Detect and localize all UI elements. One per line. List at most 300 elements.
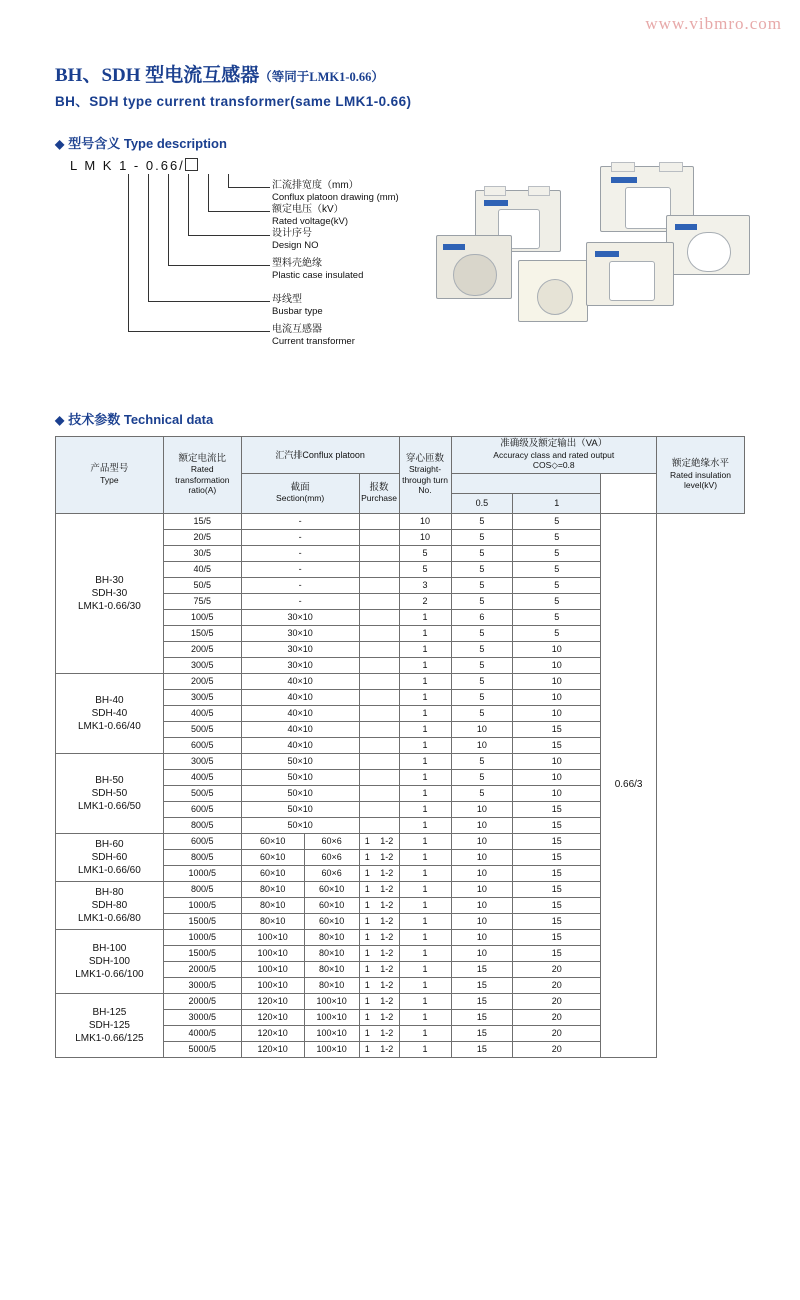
header-section: [241, 473, 359, 513]
table-cell-turns: 1: [399, 1025, 451, 1041]
table-cell-ratio: 300/5: [163, 689, 241, 705]
table-cell-section: 60×10: [241, 849, 304, 865]
table-cell-accuracy-1: 15: [513, 913, 601, 929]
table-cell-accuracy-1: 10: [513, 673, 601, 689]
table-cell-turns: 1: [399, 993, 451, 1009]
leader-vertical-6: [128, 174, 129, 332]
table-cell-turns: 1: [399, 913, 451, 929]
header-accuracy-spacer: [451, 473, 601, 493]
table-cell-accuracy-1: 20: [513, 1025, 601, 1041]
table-cell-section-alt: 80×10: [304, 977, 359, 993]
table-cell-purchase: 1 1-2: [359, 929, 399, 945]
header-insulation-zh: 额定絶缘水平: [672, 458, 730, 469]
table-cell-purchase: [359, 561, 399, 577]
table-cell-accuracy-05: 5: [451, 785, 513, 801]
table-cell-accuracy-05: 15: [451, 1025, 513, 1041]
leader-vertical-4: [168, 174, 169, 266]
table-cell-ratio: 50/5: [163, 577, 241, 593]
transformer-unit-6: [586, 242, 674, 306]
type-label-4-zh: 母线型: [272, 294, 302, 305]
table-cell-purchase: [359, 641, 399, 657]
table-cell-accuracy-05: 15: [451, 961, 513, 977]
table-cell-ratio: 200/5: [163, 673, 241, 689]
table-cell-turns: 10: [399, 529, 451, 545]
table-cell-type-line: SDH-50: [91, 787, 128, 799]
transformer-unit-2-terminal-2: [528, 186, 550, 196]
table-cell-section: 120×10: [241, 1025, 304, 1041]
table-cell-ratio: 500/5: [163, 785, 241, 801]
table-cell-accuracy-1: 15: [513, 721, 601, 737]
type-label-0-en: Conflux platoon drawing (mm): [272, 191, 399, 203]
table-cell-accuracy-05: 5: [451, 545, 513, 561]
type-label-5-zh: 电流互感器: [272, 324, 322, 335]
type-label-5-en: Current transformer: [272, 335, 355, 347]
transformer-unit-5: [518, 260, 588, 322]
transformer-unit-2-terminal: [484, 186, 506, 196]
table-cell-type-line: BH-40: [95, 694, 124, 706]
header-purchase-en: Purchase: [361, 493, 398, 503]
table-body: [56, 513, 745, 1057]
table-cell-accuracy-05: 10: [451, 945, 513, 961]
table-cell-ratio: 30/5: [163, 545, 241, 561]
table-cell-section: 100×10: [241, 945, 304, 961]
table-cell-accuracy-05: 10: [451, 865, 513, 881]
table-cell-accuracy-1: 20: [513, 1041, 601, 1057]
table-cell-accuracy-1: 10: [513, 657, 601, 673]
transformer-unit-1-terminal-2: [659, 162, 683, 172]
table-cell-ratio: 500/5: [163, 721, 241, 737]
product-photo: [430, 160, 760, 370]
table-cell-ratio: 3000/5: [163, 977, 241, 993]
table-cell-section: -: [241, 545, 359, 561]
table-cell-section-alt: 100×10: [304, 1009, 359, 1025]
table-cell-accuracy-1: 10: [513, 641, 601, 657]
table-cell-section: 30×10: [241, 609, 359, 625]
header-accuracy-cos: COS◇=0.8: [532, 460, 575, 470]
table-cell-section: 40×10: [241, 689, 359, 705]
table-cell-ratio: 100/5: [163, 609, 241, 625]
table-cell-section: 100×10: [241, 961, 304, 977]
diamond-icon-2: ◆: [55, 413, 65, 427]
type-label-2-en: Design NO: [272, 239, 319, 251]
type-label-3: [272, 258, 363, 281]
table-cell-turns: 1: [399, 625, 451, 641]
header-conflux-zh: 汇汽排: [275, 449, 303, 460]
table-cell-purchase: 1 1-2: [359, 881, 399, 897]
table-cell-accuracy-1: 10: [513, 705, 601, 721]
table-cell-ratio: 2000/5: [163, 961, 241, 977]
table-cell-ratio: 3000/5: [163, 1009, 241, 1025]
table-cell-accuracy-05: 5: [451, 705, 513, 721]
table-cell-section: -: [241, 529, 359, 545]
table-cell-ratio: 1500/5: [163, 945, 241, 961]
table-cell-accuracy-05: 15: [451, 1009, 513, 1025]
type-label-1: [272, 204, 348, 227]
table-cell-type: [56, 993, 164, 1057]
table-cell-type-line: LMK1-0.66/40: [77, 720, 141, 732]
leader-vertical-5: [148, 174, 149, 302]
table-cell-accuracy-1: 10: [513, 769, 601, 785]
table-cell-type-line: BH-125: [92, 1006, 127, 1018]
transformer-unit-3-window: [687, 232, 731, 272]
table-cell-purchase: [359, 529, 399, 545]
table-cell-purchase: 1 1-2: [359, 1041, 399, 1057]
table-cell-accuracy-05: 15: [451, 977, 513, 993]
table-cell-accuracy-05: 10: [451, 849, 513, 865]
leader-horizontal-4: [168, 265, 270, 266]
header-ratio: [163, 437, 241, 514]
table-cell-ratio: 20/5: [163, 529, 241, 545]
table-cell-section-alt: 100×10: [304, 1025, 359, 1041]
table-cell-section-alt: 60×10: [304, 913, 359, 929]
type-label-4-en: Busbar type: [272, 305, 323, 317]
table-cell-accuracy-05: 5: [451, 657, 513, 673]
table-cell-turns: 1: [399, 961, 451, 977]
header-type-en: Type: [100, 474, 119, 485]
table-cell-accuracy-05: 5: [451, 529, 513, 545]
transformer-unit-1-label: [611, 177, 637, 183]
table-cell-purchase: [359, 801, 399, 817]
table-cell-purchase: [359, 513, 399, 529]
table-cell-accuracy-1: 20: [513, 961, 601, 977]
table-cell-turns: 1: [399, 833, 451, 849]
table-cell-section: -: [241, 593, 359, 609]
leader-vertical-3: [188, 174, 189, 236]
table-cell-purchase: [359, 593, 399, 609]
table-cell-turns: 1: [399, 801, 451, 817]
table-cell-accuracy-1: 5: [513, 577, 601, 593]
table-cell-accuracy-05: 5: [451, 769, 513, 785]
table-cell-turns: 1: [399, 849, 451, 865]
table-cell-accuracy-05: 5: [451, 753, 513, 769]
table-cell-ratio: 1000/5: [163, 865, 241, 881]
table-cell-type: [56, 881, 164, 929]
section-heading-type-description: [55, 133, 227, 152]
section-heading-type-description-label: 型号含义 Type description: [68, 136, 227, 151]
table-cell-ratio: 40/5: [163, 561, 241, 577]
page-title-zh: [55, 60, 384, 87]
table-cell-accuracy-05: 10: [451, 801, 513, 817]
table-cell-section-alt: 60×6: [304, 833, 359, 849]
transformer-unit-4-window: [453, 254, 497, 296]
table-cell-ratio: 300/5: [163, 657, 241, 673]
header-ratio-zh: 额定电流比: [178, 452, 227, 464]
table-cell-accuracy-1: 5: [513, 593, 601, 609]
table-cell-section: 30×10: [241, 657, 359, 673]
transformer-unit-4: [436, 235, 512, 299]
table-cell-section-alt: 60×6: [304, 865, 359, 881]
table-cell-section: 120×10: [241, 993, 304, 1009]
table-cell-accuracy-05: 5: [451, 625, 513, 641]
table-cell-accuracy-1: 15: [513, 833, 601, 849]
header-turns-en: Straight-through turn No.: [402, 464, 448, 496]
table-cell-accuracy-1: 20: [513, 993, 601, 1009]
table-cell-section: 40×10: [241, 737, 359, 753]
leader-horizontal-1: [228, 187, 270, 188]
header-insulation-en: Rated insulation level(kV): [670, 469, 732, 490]
table-cell-type-line: LMK1-0.66/100: [75, 968, 144, 980]
table-cell-purchase: [359, 577, 399, 593]
table-cell-turns: 1: [399, 1041, 451, 1057]
header-accuracy-en: Accuracy class and rated output: [493, 449, 615, 460]
table-cell-section: 60×10: [241, 865, 304, 881]
table-cell-accuracy-1: 5: [513, 545, 601, 561]
type-description-diagram: [60, 158, 440, 378]
table-cell-section-alt: 60×6: [304, 849, 359, 865]
transformer-unit-3: [666, 215, 750, 275]
table-cell-section: 80×10: [241, 881, 304, 897]
leader-vertical-1: [228, 174, 229, 188]
table-cell-purchase: 1 1-2: [359, 897, 399, 913]
table-cell-turns: 1: [399, 673, 451, 689]
header-ratio-en: Rated transformation ratio(A): [175, 464, 230, 496]
table-cell-ratio: 1500/5: [163, 913, 241, 929]
table-cell-type-line: SDH-125: [88, 1019, 130, 1031]
transformer-unit-2-label: [484, 200, 508, 206]
table-cell-turns: 1: [399, 1009, 451, 1025]
table-cell-type-line: SDH-100: [88, 955, 130, 967]
table-cell-section: 40×10: [241, 673, 359, 689]
header-turns: [399, 437, 451, 514]
table-cell-type-line: SDH-40: [91, 707, 128, 719]
table-cell-section-alt: 100×10: [304, 1041, 359, 1057]
table-cell-accuracy-05: 5: [451, 561, 513, 577]
table-cell-ratio: 150/5: [163, 625, 241, 641]
type-label-3-zh: 塑料壳絶缘: [272, 258, 322, 269]
header-conflux-en: Conflux platoon: [302, 449, 365, 460]
table-cell-purchase: [359, 817, 399, 833]
table-header-row-1: [56, 437, 745, 474]
table-cell-purchase: [359, 721, 399, 737]
table-row: [56, 513, 745, 529]
table-cell-accuracy-05: 5: [451, 513, 513, 529]
table-cell-ratio: 15/5: [163, 513, 241, 529]
watermark: www.vibmro.com: [645, 14, 782, 33]
header-insulation: [657, 437, 745, 514]
type-label-0: [272, 180, 399, 203]
table-cell-ratio: 5000/5: [163, 1041, 241, 1057]
table-cell-accuracy-05: 10: [451, 721, 513, 737]
table-cell-type-line: SDH-60: [91, 851, 128, 863]
table-cell-ratio: 200/5: [163, 641, 241, 657]
table-cell-accuracy-1: 5: [513, 513, 601, 529]
table-cell-accuracy-05: 10: [451, 929, 513, 945]
table-cell-accuracy-1: 20: [513, 1009, 601, 1025]
table-cell-type-line: BH-60: [95, 838, 124, 850]
type-label-1-en: Rated voltage(kV): [272, 215, 349, 227]
table-cell-accuracy-1: 10: [513, 689, 601, 705]
table-cell-turns: 1: [399, 881, 451, 897]
table-cell-ratio: 300/5: [163, 753, 241, 769]
table-cell-section: 60×10: [241, 833, 304, 849]
table-cell-section: 120×10: [241, 1041, 304, 1057]
header-turns-zh: 穿心匝数: [406, 452, 445, 464]
leader-horizontal-2: [208, 211, 270, 212]
table-cell-section: 30×10: [241, 641, 359, 657]
header-section-en: Section(mm): [276, 493, 325, 503]
table-cell-section: 50×10: [241, 817, 359, 833]
table-cell-turns: 1: [399, 785, 451, 801]
table-cell-section-alt: 80×10: [304, 929, 359, 945]
table-cell-accuracy-1: 5: [513, 625, 601, 641]
table-cell-purchase: 1 1-2: [359, 945, 399, 961]
page-title-zh-paren: （等同于LMK1-0.66）: [259, 70, 384, 84]
header-type-zh: 产品型号: [90, 463, 129, 475]
table-cell-accuracy-05: 10: [451, 737, 513, 753]
leader-horizontal-6: [128, 331, 270, 332]
table-cell-turns: 10: [399, 513, 451, 529]
table-cell-section: 40×10: [241, 721, 359, 737]
table-cell-turns: 1: [399, 865, 451, 881]
table-cell-accuracy-1: 10: [513, 785, 601, 801]
table-cell-turns: 1: [399, 737, 451, 753]
table-cell-section: 80×10: [241, 897, 304, 913]
type-label-3-en: Plastic case insulated: [272, 269, 364, 281]
table-cell-section: -: [241, 513, 359, 529]
table-cell-purchase: [359, 609, 399, 625]
table-cell-insulation: 0.66/3: [601, 513, 657, 1057]
table-cell-accuracy-1: 15: [513, 737, 601, 753]
transformer-unit-3-label: [675, 224, 697, 230]
table-cell-accuracy-05: 15: [451, 1041, 513, 1057]
table-cell-purchase: [359, 657, 399, 673]
technical-data-table: [55, 436, 745, 1058]
table-cell-type: [56, 673, 164, 753]
table-cell-section: 80×10: [241, 913, 304, 929]
table-cell-accuracy-05: 10: [451, 881, 513, 897]
table-cell-type: [56, 833, 164, 881]
table-cell-section: 120×10: [241, 1009, 304, 1025]
table-cell-purchase: 1 1-2: [359, 1009, 399, 1025]
table-cell-accuracy-1: 15: [513, 945, 601, 961]
table-cell-section: -: [241, 561, 359, 577]
table-cell-accuracy-1: 15: [513, 897, 601, 913]
diamond-icon: ◆: [55, 137, 65, 151]
table-cell-type: [56, 753, 164, 833]
table-cell-turns: 1: [399, 657, 451, 673]
table-cell-ratio: 75/5: [163, 593, 241, 609]
leader-horizontal-3: [188, 235, 270, 236]
table-cell-type-line: LMK1-0.66/125: [75, 1032, 144, 1044]
section-heading-technical-data-label: 技术参数 Technical data: [68, 412, 214, 427]
table-cell-ratio: 2000/5: [163, 993, 241, 1009]
header-type: [56, 437, 164, 514]
table-cell-accuracy-1: 20: [513, 977, 601, 993]
transformer-unit-1-window: [625, 187, 671, 229]
table-cell-purchase: 1 1-2: [359, 833, 399, 849]
table-cell-ratio: 600/5: [163, 833, 241, 849]
table-cell-purchase: [359, 737, 399, 753]
table-cell-turns: 2: [399, 593, 451, 609]
table-cell-type: [56, 513, 164, 673]
table-cell-purchase: [359, 689, 399, 705]
transformer-unit-5-window: [537, 279, 573, 315]
table-cell-purchase: [359, 545, 399, 561]
table-cell-section: 30×10: [241, 625, 359, 641]
table-cell-turns: 5: [399, 545, 451, 561]
table-cell-purchase: 1 1-2: [359, 993, 399, 1009]
table-cell-type-line: LMK1-0.66/80: [77, 912, 141, 924]
table-cell-accuracy-1: 15: [513, 881, 601, 897]
table-cell-accuracy-1: 5: [513, 529, 601, 545]
table-cell-purchase: 1 1-2: [359, 977, 399, 993]
table-cell-purchase: [359, 785, 399, 801]
table-cell-turns: 1: [399, 897, 451, 913]
table-cell-turns: 1: [399, 769, 451, 785]
type-label-1-zh: 额定电压（kV）: [272, 204, 344, 215]
table-cell-purchase: [359, 753, 399, 769]
table-cell-section-alt: 60×10: [304, 897, 359, 913]
table-cell-type-line: LMK1-0.66/30: [77, 600, 141, 612]
table-cell-turns: 1: [399, 641, 451, 657]
table-cell-purchase: 1 1-2: [359, 849, 399, 865]
table-header: [56, 437, 745, 514]
table-cell-purchase: [359, 705, 399, 721]
transformer-unit-6-window: [609, 261, 655, 301]
table-cell-accuracy-1: 5: [513, 561, 601, 577]
table-cell-section: 50×10: [241, 769, 359, 785]
table-cell-ratio: 800/5: [163, 849, 241, 865]
table-cell-section-alt: 80×10: [304, 961, 359, 977]
table-cell-ratio: 1000/5: [163, 929, 241, 945]
table-cell-accuracy-1: 15: [513, 849, 601, 865]
table-cell-ratio: 4000/5: [163, 1025, 241, 1041]
table-cell-type-line: LMK1-0.66/50: [77, 800, 141, 812]
table-cell-section: 50×10: [241, 801, 359, 817]
table-cell-accuracy-1: 15: [513, 817, 601, 833]
table-cell-accuracy-1: 15: [513, 929, 601, 945]
type-code: [70, 158, 198, 173]
table-cell-type-line: LMK1-0.66/60: [77, 864, 141, 876]
table-cell-accuracy-05: 5: [451, 689, 513, 705]
table-cell-accuracy-05: 10: [451, 833, 513, 849]
table-cell-turns: 1: [399, 705, 451, 721]
type-label-2-zh: 设计序号: [272, 228, 312, 239]
table-cell-accuracy-1: 15: [513, 865, 601, 881]
header-accuracy-zh: 准确级及额定输出（VA）: [500, 438, 608, 449]
header-cos-1: 1: [513, 493, 601, 513]
page-title-en: BH、SDH type current transformer(same LMK1-0.66): [55, 94, 412, 109]
table-cell-accuracy-05: 5: [451, 673, 513, 689]
type-code-text: L M K 1 - 0.66/: [70, 158, 185, 173]
table-cell-turns: 1: [399, 945, 451, 961]
table-cell-type-line: SDH-80: [91, 899, 128, 911]
table-cell-section: 50×10: [241, 785, 359, 801]
table-cell-type-line: BH-100: [92, 942, 127, 954]
header-cos-05: 0.5: [451, 493, 513, 513]
type-label-2: [272, 228, 318, 251]
type-label-0-zh: 汇流排宽度（mm）: [272, 180, 359, 191]
table-cell-turns: 1: [399, 977, 451, 993]
table-cell-section-alt: 100×10: [304, 993, 359, 1009]
table-cell-turns: 1: [399, 721, 451, 737]
table-cell-type-line: BH-50: [95, 774, 124, 786]
table-cell-section: -: [241, 577, 359, 593]
table-cell-ratio: 400/5: [163, 705, 241, 721]
transformer-unit-6-label: [595, 251, 619, 257]
header-section-zh: 截面: [290, 481, 310, 493]
table-cell-ratio: 800/5: [163, 881, 241, 897]
table-cell-purchase: 1 1-2: [359, 961, 399, 977]
table-cell-accuracy-05: 10: [451, 897, 513, 913]
type-label-5: [272, 324, 355, 347]
table-cell-accuracy-1: 15: [513, 801, 601, 817]
table-cell-turns: 1: [399, 817, 451, 833]
table-cell-accuracy-1: 10: [513, 753, 601, 769]
table-cell-purchase: [359, 625, 399, 641]
table-cell-purchase: 1 1-2: [359, 913, 399, 929]
table-cell-accuracy-05: 5: [451, 641, 513, 657]
